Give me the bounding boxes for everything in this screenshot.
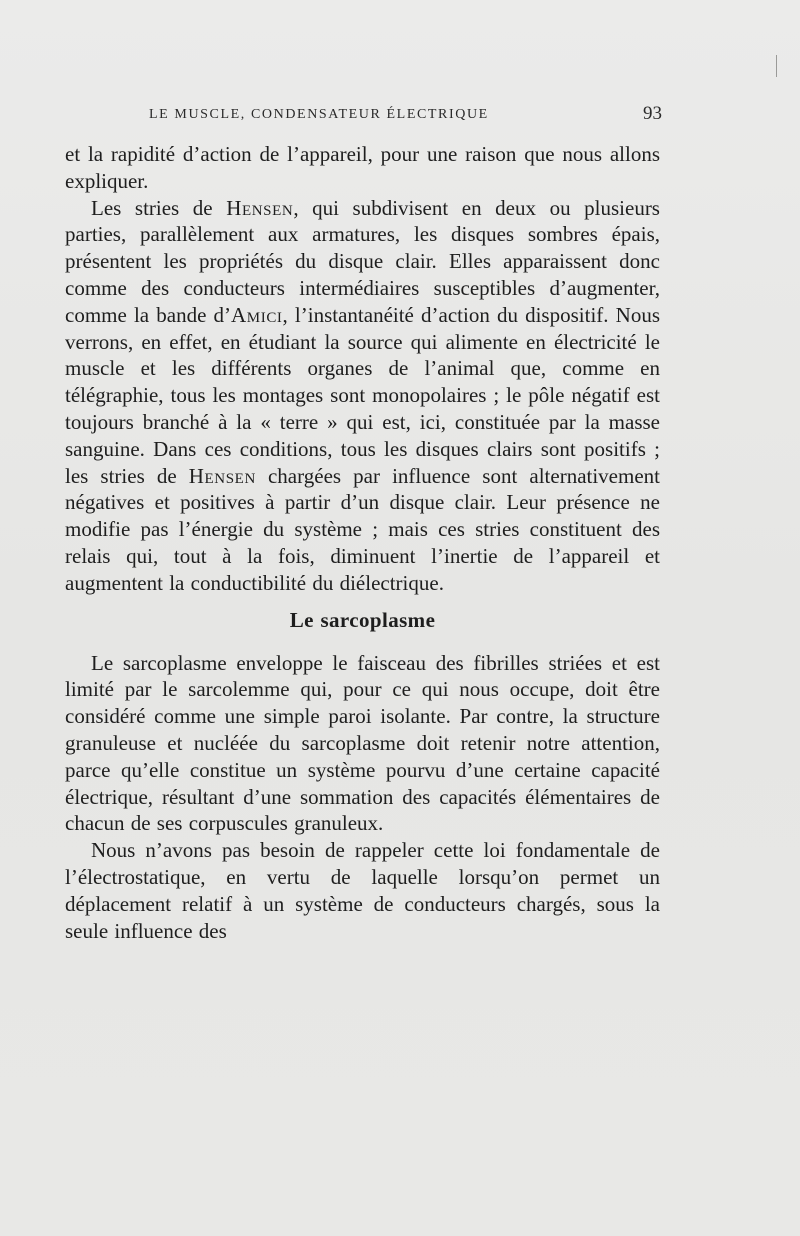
name-amici: Amici (231, 302, 283, 327)
text-block (65, 141, 660, 944)
paragraph-2-mid-1: , qui subdivisent en deux ou plusieurs parties, parallèlement aux armatures, les disques sombres épais, présentent les propriétés du disque clair. Elles apparaissent donc comme des conducteurs intermédiaires susceptibles d’augmenter, comme la bande d’ (65, 195, 660, 327)
paragraph-2-mid-2: , l’instantanéité d’action du dispositif. Nous verrons, en effet, en étudiant la source qui alimente en électricité le muscle et les différents organes de l’animal que, comme en télégraphie, tous les montages sont monopolaires ; le pôle négatif est toujours branché à la « terre » qui est, ici, constituée par la masse sanguine. Dans ces conditions, tous les disques clairs sont positifs ; les stries de (65, 302, 660, 488)
running-head (65, 103, 660, 129)
paragraph-2-end: chargées par influence sont alternativement négatives et positives à partir d’un disque clair. Leur présence ne modifie pas l’énergie du système ; mais ces stries constituent des relais qui, tout à la fois, diminuent l’inertie de l’appareil et augmentent la conductibilité du diélectrique. (65, 463, 660, 595)
page-number: 93 (643, 103, 662, 124)
name-hensen: Hensen (226, 195, 294, 220)
margin-mark (776, 55, 777, 77)
running-title: LE MUSCLE, CONDENSATEUR ÉLECTRIQUE (149, 107, 489, 122)
section-heading: Le sarcoplasme (289, 607, 436, 632)
paragraph-2-start: Les stries de (91, 195, 227, 220)
name-hensen-2: Hensen (188, 463, 256, 488)
paragraph-2 (65, 195, 660, 597)
paragraph-4: Nous n’avons pas besoin de rappeler cette loi fondamentale de l’électrostatique, en vertu de laquelle lorsqu’on permet un déplacement relatif à un système de conducteurs chargés, sous la seule influence des (65, 838, 660, 943)
paragraph-1: et la rapidité d’action de l’appareil, pour une raison que nous allons expliquer. (65, 142, 660, 193)
paragraph-3: Le sarcoplasme enveloppe le faisceau des fibrilles striées et est limité par le sarcolemme qui, pour ce qui nous occupe, doit être considéré comme une simple paroi isolante. Par contre, la structure granuleuse et nucléée du sarcoplasme doit retenir notre attention, parce qu’elle constitue un système pourvu d’une certaine capacité électrique, résultant d’une sommation des capacités élémentaires de chacun de ses corpuscules granuleux. (65, 650, 660, 836)
